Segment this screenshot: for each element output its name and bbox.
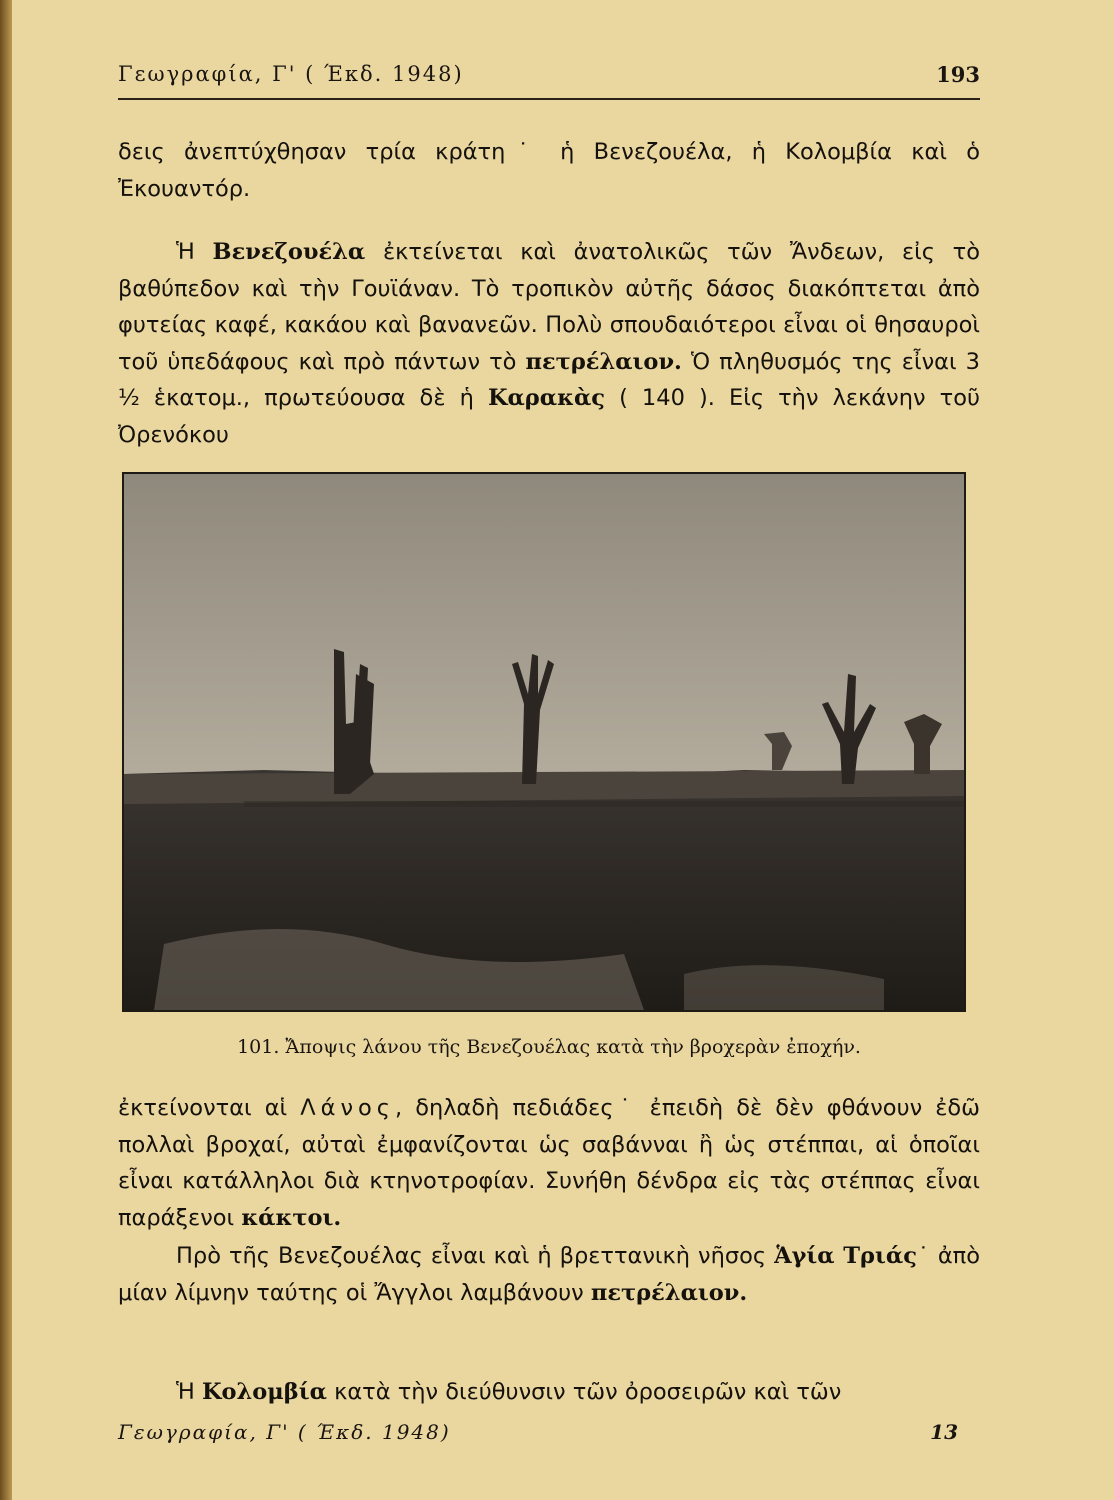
photo-illustration — [124, 474, 964, 1010]
paragraph-1-text: δεις ἀνεπτύχθησαν τρία κράτη˙ ἡ Βενεζουέλα, ἡ Κολομβία καὶ ὁ Ἐκουαντόρ. — [118, 139, 980, 202]
text-run: Ἡ — [176, 239, 213, 265]
header-rule — [118, 98, 980, 100]
text-run: ἐκτείνεται καὶ ἀνατολικῶς τῶν Ἄνδεων, εἰς τὸ βαθύπεδον καὶ τὴν Γουϊάναν. Τὸ τροπικὸν αὐτῆς δάσος διακόπτεται ἀπὸ φυτείας καφέ, κακάου καὶ βανανεῶν. Πολὺ σπουδαιότεροι εἶναι οἱ θησαυροὶ τοῦ ὑπεδάφους καὶ πρὸ πάντων τὸ — [118, 239, 980, 375]
paragraph-colombia — [118, 1374, 980, 1411]
text-run: ˙ ἀπὸ μίαν λίμνην ταύτης οἱ Ἄγγλοι λαμβάνουν — [118, 1243, 980, 1306]
paragraph-llanos — [118, 1090, 980, 1236]
page-header — [118, 62, 980, 96]
paragraph-1 — [118, 134, 980, 207]
page-footer — [118, 1420, 980, 1450]
text-run: ἐκτείνονται αἱ — [118, 1095, 301, 1121]
bold-term-venezuela: Βενεζουέλα — [212, 239, 366, 265]
text-run: ( 140 ). Εἰς τὴν λεκάνην τοῦ Ὀρενόκου — [118, 385, 980, 448]
text-run: Πρὸ τῆς Βενεζουέλας εἶναι καὶ ἡ βρεττανικὴ νῆσος — [176, 1243, 775, 1269]
text-run: , δηλαδὴ πεδιάδες˙ ἐπειδὴ δὲ δὲν φθάνουν ἐδῶ πολλαὶ βροχαί, αὐταὶ ἐμφανίζονται ὡς σαβάνναι ἢ ὡς στέππαι, αἱ ὁποῖαι εἶναι κατάλληλοι διὰ κτηνοτροφίαν. Συνήθη δένδρα εἰς τὰς στέππας εἶναι παράξενοι — [118, 1095, 980, 1231]
bold-term-petroleum: πετρέλαιον. — [590, 1279, 748, 1306]
running-title: Γεωγραφία, Γ' ( Έκδ. 1948) — [118, 62, 464, 86]
bold-term-caracas: Καρακὰς — [487, 385, 605, 411]
bold-term-petroleum: πετρέλαιον. — [525, 348, 682, 375]
paragraph-trinidad — [118, 1238, 980, 1311]
text-run: Ἡ — [176, 1379, 202, 1405]
spaced-term-llanos: Λάνος — [300, 1095, 395, 1121]
bold-term-cacti: κάκτοι. — [241, 1204, 342, 1231]
figure-caption: 101. Ἄποψις λάνου τῆς Βενεζουέλας κατὰ τὴν βροχερὰν ἐποχήν. — [237, 1036, 861, 1058]
page-number: 193 — [936, 62, 980, 87]
footer-running-title: Γεωγραφία, Γ' ( Έκδ. 1948) — [118, 1420, 451, 1444]
photo-llanos-venezuela — [122, 472, 966, 1012]
bold-term-colombia: Κολομβία — [201, 1379, 327, 1405]
paragraph-venezuela — [118, 234, 980, 453]
bold-term-trinidad: Ἁγία Τριάς — [774, 1243, 917, 1269]
text-run: κατὰ τὴν διεύθυνσιν τῶν ὀροσειρῶν καὶ τῶν — [326, 1379, 842, 1405]
text-run: Ὁ πληθυσμός της εἶναι 3 ½ ἑκατομ., πρωτεύουσα δὲ ἡ — [118, 348, 980, 411]
signature-mark: 13 — [930, 1420, 958, 1444]
